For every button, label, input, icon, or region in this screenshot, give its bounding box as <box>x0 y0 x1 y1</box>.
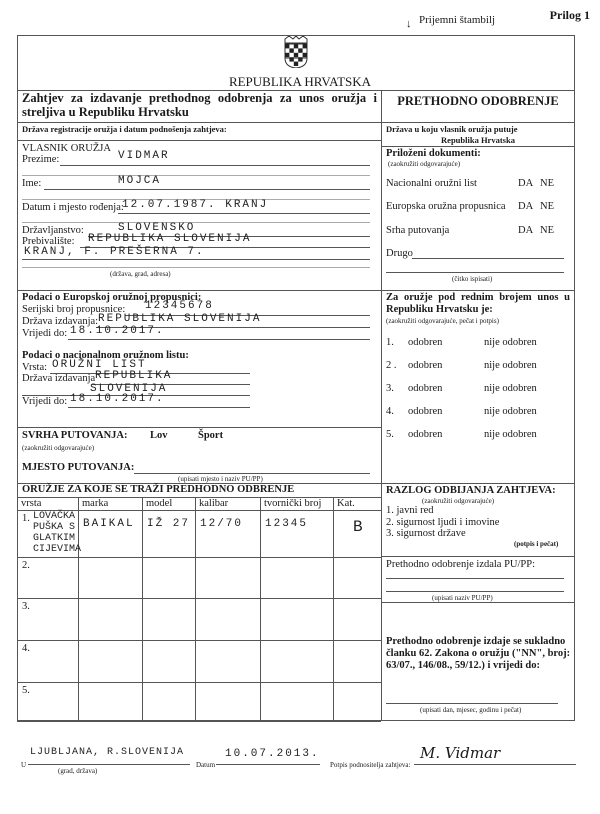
approved-option[interactable]: odobren <box>408 337 443 348</box>
residence-hint: (država, grad, adresa) <box>110 270 171 278</box>
document-no-option[interactable]: NE <box>540 178 554 189</box>
table-column-header: marka <box>82 498 109 509</box>
birth-label: Datum i mjesto rođenja: <box>22 202 124 213</box>
date-label: Datum <box>196 761 216 769</box>
table-divider <box>17 598 381 599</box>
rejection-title: RAZLOG ODBIJANJA ZAHTJEVA: <box>386 485 556 496</box>
table-cell-type[interactable]: LOVAČKA PUŠKA S GLATKIM CIJEVIMA <box>33 511 82 555</box>
legal-text-2: članku 62. Zakona o oružju ("NN", broj: <box>386 648 571 659</box>
legal-hint: (upisati dan, mjesec, godinu i pečat) <box>420 706 522 714</box>
approval-hint: (zaokružiti odgovarajuće, pečat i potpis) <box>386 317 499 325</box>
table-column-divider <box>78 497 79 721</box>
not-approved-option[interactable]: nije odobren <box>484 406 537 417</box>
docs-hint: (zaokružiti odgovarajuće) <box>388 160 461 168</box>
purpose-option-hunting[interactable]: Lov <box>150 430 168 441</box>
national-country-field-1[interactable]: REPUBLIKA <box>95 370 173 382</box>
table-row-number: 2. <box>22 560 30 571</box>
place-field[interactable]: LJUBLJANA, R.SLOVENIJA <box>30 747 185 758</box>
approval-section-title: Za oružje pod rednim brojem unos u Republiku Hrvatsku je: <box>386 292 570 315</box>
table-cell-cat[interactable]: B <box>353 518 365 536</box>
name-field[interactable]: MOJCA <box>118 175 162 187</box>
national-valid-field[interactable]: 18.10.2017. <box>70 393 165 405</box>
birth-field[interactable]: 12.07.1987. KRANJ <box>122 199 269 211</box>
not-approved-option[interactable]: nije odobren <box>484 337 537 348</box>
destination-label: MJESTO PUTOVANJA: <box>22 462 135 473</box>
eu-valid-field[interactable]: 18.10.2017. <box>70 325 165 337</box>
table-column-divider <box>260 497 261 721</box>
eu-pass-title: Podaci o Europskoj oružnoj propusnici: <box>22 292 202 303</box>
table-cell-model[interactable]: IŽ 27 <box>147 518 191 530</box>
document-no-option[interactable]: NE <box>540 201 554 212</box>
serial-label: Serijski broj propusnice: <box>22 304 126 315</box>
destination-country-value: Republika Hrvatska <box>441 135 515 145</box>
citizenship-label: Državljanstvo: <box>22 225 84 236</box>
national-country-label: Država izdavanja <box>22 373 96 384</box>
residence-field-2[interactable]: KRANJ, F. PREŠERNA 7. <box>24 246 205 258</box>
docs-other-hint: (čitko ispisati) <box>452 275 493 283</box>
name-label: Ime: <box>22 178 42 189</box>
national-title: Podaci o nacionalnom oružnom listu: <box>22 350 189 361</box>
owner-title: VLASNIK ORUŽJA <box>22 143 111 154</box>
table-row-number: 5. <box>22 685 30 696</box>
document-item-label: Europska oružna propusnica <box>386 201 506 212</box>
approval-item-number: 1. <box>386 337 394 348</box>
table-row-number: 1. <box>22 513 30 524</box>
document-item-label: Srha putovanja <box>386 225 450 236</box>
signature-field[interactable]: M. Vidmar <box>420 744 501 762</box>
table-cell-serial[interactable]: 12345 <box>265 518 309 530</box>
serial-field[interactable]: 12345678 <box>145 300 214 312</box>
table-row-number: 4. <box>22 643 30 654</box>
approval-item-number: 5. <box>386 429 394 440</box>
purpose-label: SVRHA PUTOVANJA: <box>22 430 128 441</box>
issuer-label: Prethodno odobrenje izdala PU/PP: <box>386 559 536 570</box>
rejection-reason-option[interactable]: 2. sigurnost ljudi i imovine <box>386 516 500 528</box>
purpose-hint: (zaokružiti odgovarajuće) <box>22 444 95 452</box>
table-column-divider <box>333 497 334 721</box>
destination-country-label: Država u koju vlasnik oružja putuje <box>386 124 518 134</box>
eu-valid-label: Vrijedi do: <box>22 328 68 339</box>
croatian-coat-of-arms-icon <box>282 36 310 68</box>
approval-item-number: 4. <box>386 406 394 417</box>
table-divider <box>17 557 381 558</box>
annex-label: Prilog 1 <box>549 8 590 22</box>
form-title: Zahtjev za izdavanje prethodnog odobrenja za unos oružja i streljiva u Republiku Hrvatsku <box>22 91 377 119</box>
destination-hint: (upisati mjesto i naziv PU/PP) <box>178 475 263 483</box>
legal-text-3: 63/07., 146/08., 59/12.) i vrijedi do: <box>386 660 540 671</box>
weapons-title: ORUŽJE ZA KOJE SE TRAŽI PREDHODNO ODBRENJE <box>22 484 295 495</box>
table-column-header: model <box>146 498 173 509</box>
stamp-label: Prijemni štambilj <box>419 14 496 26</box>
document-no-option[interactable]: NE <box>540 225 554 236</box>
table-column-header: tvornički broj <box>264 498 322 509</box>
approval-title: PRETHODNO ODOBRENJE <box>397 94 559 108</box>
approved-option[interactable]: odobren <box>408 429 443 440</box>
docs-other-label: Drugo <box>386 248 413 259</box>
table-divider <box>17 682 381 683</box>
rejection-reason-option[interactable]: 3. sigurnost države <box>386 528 466 539</box>
docs-title: Priloženi dokumenti: <box>386 148 481 159</box>
citizenship-field[interactable]: SLOVENSKO <box>118 222 196 234</box>
not-approved-option[interactable]: nije odobren <box>484 383 537 394</box>
eu-country-label: Država izdavanja: <box>22 316 99 327</box>
rejection-hint: (zaokružiti odgovarajuće) <box>422 497 495 505</box>
national-type-field[interactable]: ORUŽNI LIST <box>52 359 147 371</box>
place-label: U <box>21 761 27 769</box>
national-valid-label: Vrijedi do: <box>22 396 68 407</box>
stamp-arrow-icon: ↓ <box>406 18 412 30</box>
not-approved-option[interactable]: nije odobren <box>484 360 537 371</box>
table-column-header: Kat. <box>337 498 355 509</box>
legal-text-1: Prethodno odobrenje izdaje se sukladno <box>386 636 566 647</box>
eu-country-field[interactable]: REPUBLIKA SLOVENIJA <box>98 313 262 325</box>
table-cell-brand[interactable]: BAIKAL <box>83 518 135 530</box>
approved-option[interactable]: odobren <box>408 406 443 417</box>
document-item-label: Nacionalni oružni list <box>386 178 477 189</box>
document-yes-option[interactable]: DA <box>518 225 534 236</box>
table-column-header: kalibar <box>199 498 229 509</box>
not-approved-option[interactable]: nije odobren <box>484 429 537 440</box>
approved-option[interactable]: odobren <box>408 360 443 371</box>
country-title: REPUBLIKA HRVATSKA <box>228 74 372 89</box>
document-yes-option[interactable]: DA <box>518 178 534 189</box>
national-type-label: Vrsta: <box>22 362 48 373</box>
residence-field-1[interactable]: REPUBLIKA SLOVENIJA <box>88 233 252 245</box>
rejection-reason-option[interactable]: 1. javni red <box>386 505 434 516</box>
table-row-number: 3. <box>22 601 30 612</box>
approved-option[interactable]: odobren <box>408 383 443 394</box>
table-column-header: vrsta <box>21 498 42 509</box>
table-divider <box>17 721 381 722</box>
rejection-sign-hint: (potpis i pečat) <box>514 540 559 548</box>
surname-label: Prezime: <box>22 154 60 165</box>
date-field[interactable]: 10.07.2013. <box>225 748 320 760</box>
national-country-field-2[interactable]: SLOVENIJA <box>90 383 168 395</box>
approval-item-number: 2 . <box>386 360 397 371</box>
document-yes-option[interactable]: DA <box>518 201 534 212</box>
residence-label: Prebivalište: <box>22 236 75 247</box>
surname-field[interactable]: VIDMAR <box>118 150 170 162</box>
signature-label: Potpis podnositelja zahtjeva: <box>330 761 411 769</box>
table-column-divider <box>195 497 196 721</box>
registration-label: Država registracije oružja i datum podnošenja zahtjeva: <box>22 124 227 134</box>
approval-item-number: 3. <box>386 383 394 394</box>
table-column-divider <box>142 497 143 721</box>
issuer-hint: (upisati naziv PU/PP) <box>432 594 493 602</box>
table-divider <box>17 640 381 641</box>
table-cell-caliber[interactable]: 12/70 <box>200 518 244 530</box>
place-hint: (grad, država) <box>58 767 98 775</box>
purpose-option-sport[interactable]: Šport <box>198 430 224 441</box>
